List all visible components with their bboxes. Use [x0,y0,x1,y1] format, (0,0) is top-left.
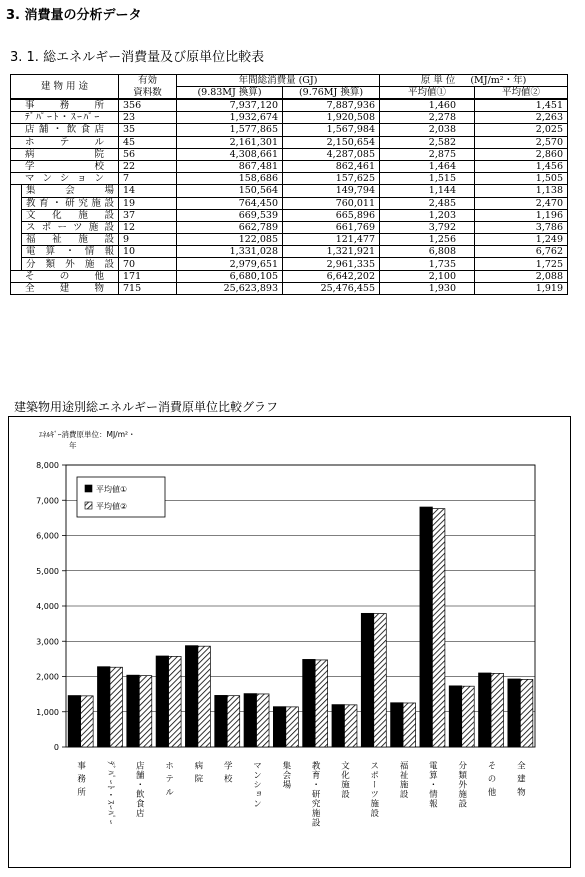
row-annual-b: 2,961,335 [283,258,380,270]
row-avg1: 6,808 [380,246,475,258]
x-tick-label: 事 務 所 [75,761,86,797]
x-tick-label: 文化施設 [339,761,350,799]
y-axis-label-cont: 年 [69,441,77,450]
header-unit [380,75,568,87]
row-annual-b: 661,769 [283,221,380,233]
row-count: 19 [119,197,177,209]
y-tick-label: 6,000 [36,531,59,541]
x-tick-label: ﾃﾞﾊﾟｰﾄ・ｽｰﾊﾟｰ [104,761,115,826]
row-name: 学 校 [11,160,119,172]
bar-avg1 [303,659,316,747]
group-indent [11,246,22,258]
row-avg1: 2,038 [380,124,475,136]
x-tick-label: 分類外施設 [456,761,467,809]
row-annual-a: 6,680,105 [177,270,283,282]
row-annual-a: 1,331,028 [177,246,283,258]
group-indent [11,258,22,270]
row-name: 全 建 物 [11,282,119,294]
row-annual-a: 2,161,301 [177,136,283,148]
row-avg2: 1,451 [475,99,568,112]
row-count: 10 [119,246,177,258]
row-annual-a: 25,623,893 [177,282,283,294]
bar-avg1 [391,703,404,747]
bar-avg2 [227,696,240,747]
y-tick-label: 5,000 [36,566,59,576]
row-avg2: 1,725 [475,258,568,270]
row-avg2: 6,762 [475,246,568,258]
row-avg1: 2,485 [380,197,475,209]
row-avg1: 2,100 [380,270,475,282]
bar-avg1 [244,694,257,747]
row-count: 12 [119,221,177,233]
row-avg2: 1,196 [475,209,568,221]
bar-avg2 [491,673,504,747]
header-unit-units: (MJ/m²・年) [470,75,527,87]
table-row [11,148,568,160]
bar-avg2 [315,660,328,747]
header-annual: 年間総消費量 (GJ) [177,75,380,87]
row-name: 電算・情報 [22,246,119,258]
row-annual-b: 760,011 [283,197,380,209]
bar-avg1 [420,507,433,747]
row-avg2: 2,088 [475,270,568,282]
legend-label: 平均値② [96,502,128,511]
row-avg1: 3,792 [380,221,475,233]
row-count: 171 [119,270,177,282]
row-annual-b: 6,642,202 [283,270,380,282]
bar-avg1 [273,707,286,747]
bar-avg1 [215,695,228,747]
bar-avg1 [97,667,110,747]
y-tick-label: 4,000 [36,602,59,611]
row-annual-a: 4,308,661 [177,148,283,160]
group-indent [11,185,22,197]
row-name: 病 院 [11,148,119,160]
row-annual-a: 158,686 [177,173,283,185]
row-count: 23 [119,112,177,124]
bar-avg1 [361,613,374,747]
row-avg1: 1,256 [380,234,475,246]
bar-avg2 [198,646,211,747]
header-unit-label: 原 単 位 [420,75,456,87]
bar-avg2 [374,614,387,747]
y-tick-label: 1,000 [36,707,59,717]
row-annual-a: 669,539 [177,209,283,221]
bar-avg2 [286,707,299,747]
bar-avg2 [344,705,357,747]
x-tick-label: 集会場 [280,761,291,790]
y-tick-label: 8,000 [36,461,59,470]
row-name: 集 会 場 [22,185,119,197]
row-annual-b: 4,287,085 [283,148,380,160]
row-avg1: 1,460 [380,99,475,112]
x-tick-label: スポーツ施設 [368,761,379,818]
table-row [11,160,568,172]
group-indent [11,209,22,221]
table-row [11,258,568,270]
y-tick-label: 2,000 [36,672,59,682]
section-title: 3. 消費量の分析データ [6,8,142,23]
group-indent [11,234,22,246]
energy-table [10,74,568,295]
table-row [11,234,568,246]
row-name: スポーツ施設 [22,221,119,233]
row-annual-a: 2,979,651 [177,258,283,270]
bar-avg1 [156,656,169,747]
row-avg2: 1,919 [475,282,568,294]
bar-avg2 [462,686,475,747]
table-row [11,246,568,258]
row-name: 事 務 所 [11,99,119,112]
row-avg1: 1,144 [380,185,475,197]
row-annual-a: 1,932,674 [177,112,283,124]
row-name: マンション [11,173,119,185]
row-annual-b: 862,461 [283,160,380,172]
row-annual-b: 121,477 [283,234,380,246]
row-avg1: 1,930 [380,282,475,294]
x-tick-label: 学 校 [222,761,233,784]
row-avg2: 1,456 [475,160,568,172]
row-annual-b: 1,567,984 [283,124,380,136]
row-avg2: 1,138 [475,185,568,197]
legend-swatch [85,502,92,509]
header-building: 建 物 用 途 [11,75,119,100]
x-tick-label: マンション [251,761,262,809]
x-tick-label: 病 院 [192,761,203,784]
bar-avg1 [479,673,492,747]
row-avg2: 2,025 [475,124,568,136]
bar-avg2 [81,696,94,747]
row-avg2: 2,470 [475,197,568,209]
x-tick-label: 電算・情報 [427,761,438,809]
x-tick-label: 店舗・飲食店 [134,761,145,818]
row-annual-a: 662,789 [177,221,283,233]
header-avg1: 平均値① [380,87,475,100]
row-avg2: 3,786 [475,221,568,233]
row-name: 分類外施設 [22,258,119,270]
row-avg1: 2,278 [380,112,475,124]
bar-avg2 [403,703,416,747]
row-avg2: 2,860 [475,148,568,160]
row-count: 22 [119,160,177,172]
header-annual-b: (9.76MJ 換算) [283,87,380,100]
row-name: ホ テ ル [11,136,119,148]
bar-avg2 [432,509,445,747]
bar-avg1 [185,646,198,747]
bar-avg1 [127,675,140,747]
row-avg1: 1,515 [380,173,475,185]
row-avg2: 1,249 [475,234,568,246]
table-row [11,124,568,136]
header-count-2: 資料数 [119,87,177,100]
row-name: 教育・研究施設 [22,197,119,209]
row-avg1: 1,203 [380,209,475,221]
table-row [11,270,568,282]
table-row [11,173,568,185]
table-title: 3. 1. 総エネルギー消費量及び原単位比較表 [10,50,265,65]
legend-label: 平均値① [96,485,128,494]
row-annual-b: 665,896 [283,209,380,221]
table-row [11,99,568,112]
chart-title: 建築物用途別総エネルギー消費原単位比較グラフ [14,400,279,414]
row-count: 7 [119,173,177,185]
x-tick-label: ホ テ ル [163,761,174,797]
bar-avg1 [449,686,462,747]
row-annual-b: 157,625 [283,173,380,185]
row-annual-a: 1,577,865 [177,124,283,136]
bar-avg1 [332,705,345,747]
row-count: 37 [119,209,177,221]
y-tick-label: 7,000 [36,496,59,506]
row-count: 14 [119,185,177,197]
table-row [11,112,568,124]
y-tick-label: 0 [53,743,59,752]
row-annual-b: 25,476,455 [283,282,380,294]
table-row [11,136,568,148]
group-indent [11,221,22,233]
row-avg1: 2,875 [380,148,475,160]
header-annual-a: (9.83MJ 換算) [177,87,283,100]
chart-frame [8,416,571,868]
row-avg1: 1,464 [380,160,475,172]
row-count: 356 [119,99,177,112]
bar-chart [9,417,570,867]
bar-avg2 [139,676,152,747]
row-count: 715 [119,282,177,294]
legend-box [77,477,165,517]
x-tick-label: そ の 他 [486,761,497,797]
bar-avg2 [110,667,123,747]
row-count: 56 [119,148,177,160]
row-avg2: 2,263 [475,112,568,124]
bar-avg1 [68,696,81,747]
table-row [11,282,568,294]
legend-swatch [85,485,92,492]
row-annual-b: 2,150,654 [283,136,380,148]
bar-avg2 [520,679,533,747]
row-name: ﾃﾞﾊﾟｰﾄ・ｽｰﾊﾟｰ [11,112,119,124]
row-name: そ の 他 [11,270,119,282]
row-name: 店舗・飲食店 [11,124,119,136]
row-annual-b: 1,321,921 [283,246,380,258]
row-annual-a: 7,937,120 [177,99,283,112]
row-annual-b: 149,794 [283,185,380,197]
table-row [11,209,568,221]
row-annual-a: 764,450 [177,197,283,209]
row-avg2: 1,505 [475,173,568,185]
y-axis-label: ｴﾈﾙｷﾞｰ消費原単位：MJ/m²・ [39,430,136,439]
group-indent [11,197,22,209]
row-count: 45 [119,136,177,148]
row-annual-b: 1,920,508 [283,112,380,124]
row-count: 70 [119,258,177,270]
row-avg1: 2,582 [380,136,475,148]
bar-avg2 [257,694,270,747]
header-count-1: 有効 [119,75,177,87]
header-avg2: 平均値② [475,87,568,100]
row-count: 35 [119,124,177,136]
table-row [11,221,568,233]
row-annual-b: 7,887,936 [283,99,380,112]
row-avg2: 2,570 [475,136,568,148]
row-annual-a: 122,085 [177,234,283,246]
x-tick-label: 全 建 物 [515,761,526,797]
x-tick-label: 教育・研究施設 [310,761,321,828]
row-name: 福 祉 施 設 [22,234,119,246]
row-avg1: 1,735 [380,258,475,270]
row-name: 文 化 施 設 [22,209,119,221]
table-row [11,197,568,209]
x-tick-label: 福祉施設 [398,761,409,799]
row-annual-a: 867,481 [177,160,283,172]
row-annual-a: 150,564 [177,185,283,197]
y-tick-label: 3,000 [36,637,59,647]
bar-avg2 [169,656,182,747]
table-row [11,185,568,197]
bar-avg1 [508,679,521,747]
row-count: 9 [119,234,177,246]
